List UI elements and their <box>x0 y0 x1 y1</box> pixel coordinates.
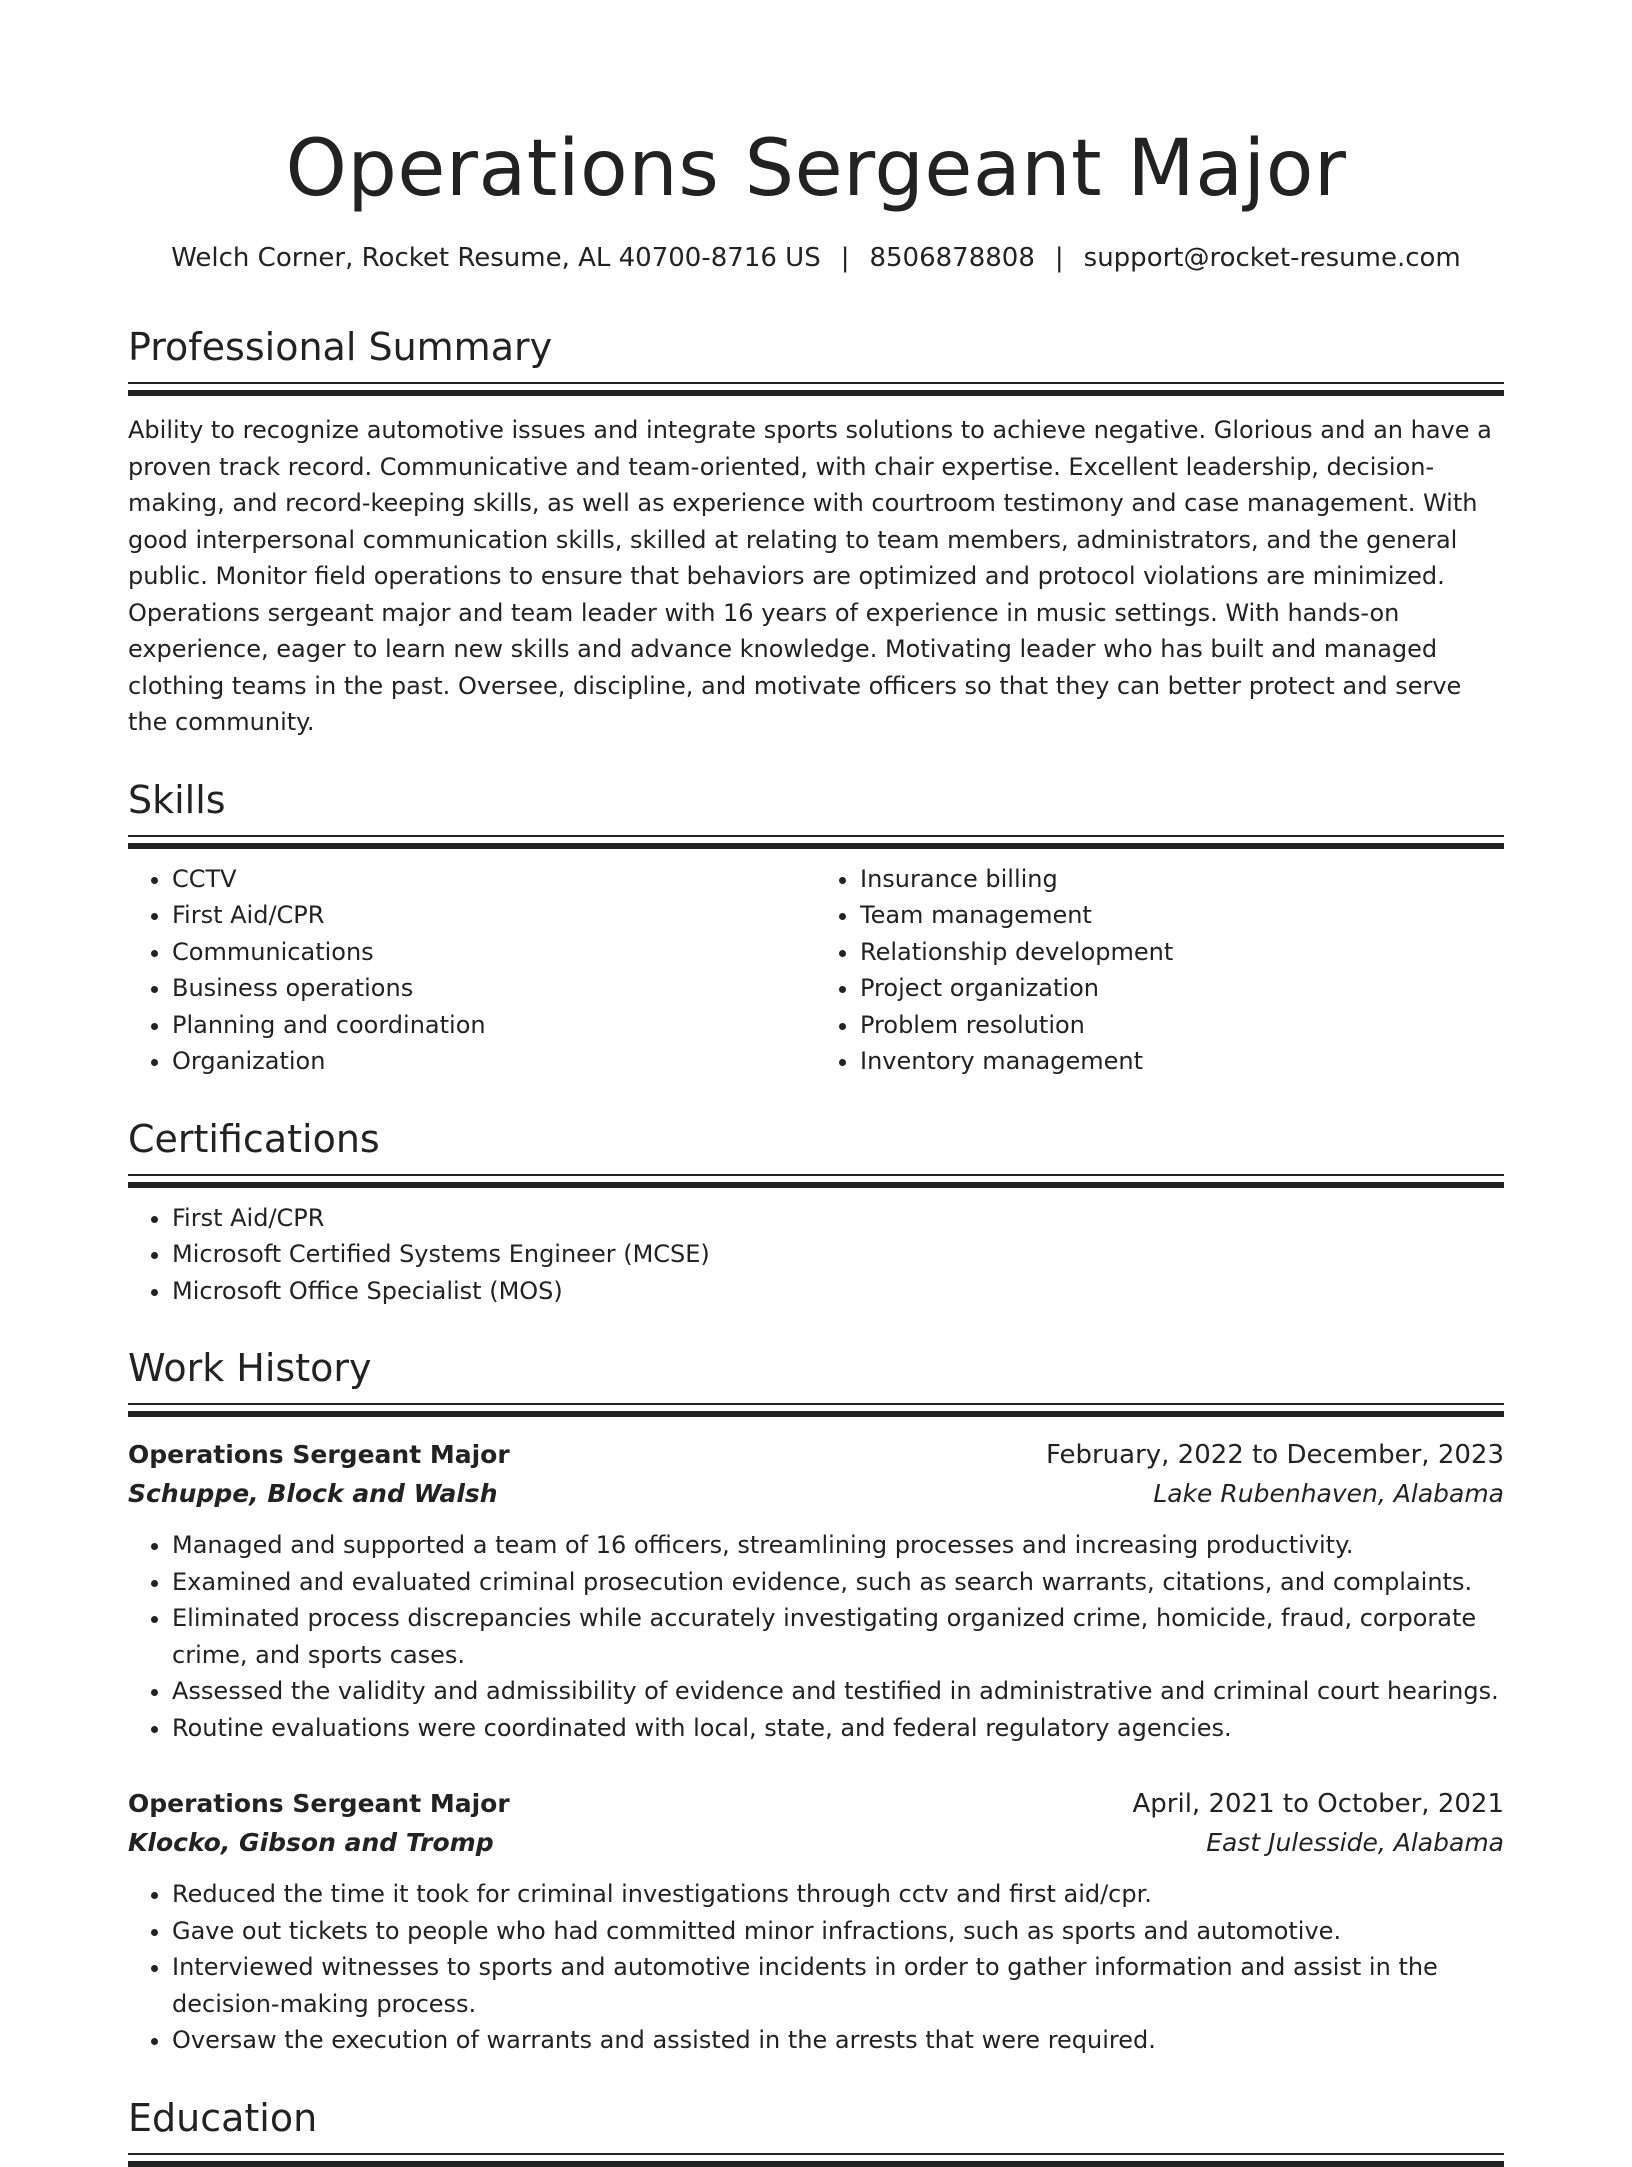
job-header-row <box>128 1435 1504 1475</box>
education-section <box>128 2093 1504 2167</box>
job-company: Schuppe, Block and Walsh <box>128 1479 498 1508</box>
job-duty: • Assessed the validity and admissibility of evidence and testified in administrative and criminal court hearings. <box>172 1673 1504 1710</box>
job-company-row <box>128 1475 1504 1513</box>
job-company: Klocko, Gibson and Tromp <box>128 1828 494 1857</box>
summary-section <box>128 322 1504 741</box>
certifications-heading: Certifications <box>128 1116 380 1161</box>
section-divider <box>128 382 1504 396</box>
job-header-row <box>128 1784 1504 1824</box>
job-duties-list <box>128 1527 1504 1746</box>
job-location: East Julesside, Alabama <box>1206 1828 1504 1857</box>
contact-address: Welch Corner, Rocket Resume, AL 40700-8716 US <box>171 243 821 273</box>
job-entry <box>128 1435 1504 1746</box>
job-duty: • Reduced the time it took for criminal investigations through cctv and first aid/cpr. <box>172 1876 1504 1913</box>
summary-heading: Professional Summary <box>128 325 553 369</box>
contact-separator: | <box>840 243 850 273</box>
certifications-section <box>128 1114 1504 1310</box>
resume-name: Operations Sergeant Major <box>285 124 1347 214</box>
job-duties-list <box>128 1876 1504 2059</box>
section-divider <box>128 2153 1504 2167</box>
skill-item: • Team management <box>860 897 1504 934</box>
certification-item: • First Aid/CPR <box>172 1200 1504 1237</box>
job-duty: • Examined and evaluated criminal prosecution evidence, such as search warrants, citations, and complaints. <box>172 1564 1504 1601</box>
work-history-section <box>128 1343 1504 2059</box>
skill-item: • Project organization <box>860 970 1504 1007</box>
section-divider <box>128 835 1504 849</box>
job-entry <box>128 1784 1504 2059</box>
job-duty: • Interviewed witnesses to sports and automotive incidents in order to gather information and assist in the decision-making process. <box>172 1949 1504 2022</box>
skill-item: • Planning and coordination <box>172 1007 816 1044</box>
skill-item: • Insurance billing <box>860 861 1504 898</box>
skill-item: • Inventory management <box>860 1043 1504 1080</box>
job-title: Operations Sergeant Major <box>128 1440 510 1469</box>
section-divider <box>128 1174 1504 1188</box>
job-dates: April, 2021 to October, 2021 <box>1132 1789 1504 1819</box>
job-duty: • Gave out tickets to people who had committed minor infractions, such as sports and automotive. <box>172 1913 1504 1950</box>
job-duty: • Routine evaluations were coordinated with local, state, and federal regulatory agencies. <box>172 1710 1504 1747</box>
job-location: Lake Rubenhaven, Alabama <box>1153 1479 1504 1508</box>
skill-item: • Relationship development <box>860 934 1504 971</box>
skills-heading: Skills <box>128 777 226 822</box>
summary-text: Ability to recognize automotive issues and integrate sports solutions to achieve negative. Glorious and an have a proven track record. Communicative and team-oriented, with chair expertise. Excellent leadership, decision-making, and record-keeping skills, as well as experience with courtroom testimony and case management. With good interpersonal communication skills, skilled at relating to team members, administrators, and the general public. Monitor field operations to ensure that behaviors are optimized and protocol violations are minimized. Operations sergeant major and team leader with 16 years of experience in music settings. With hands-on experience, eager to learn new skills and advance knowledge. Motivating leader who has built and managed clothing teams in the past. Oversee, discipline, and motivate officers so that they can better protect and serve the community. <box>128 416 1492 736</box>
contact-email: support@rocket-resume.com <box>1083 243 1461 273</box>
skill-item: • First Aid/CPR <box>172 897 816 934</box>
contact-separator: | <box>1054 243 1064 273</box>
skill-item: • Problem resolution <box>860 1007 1504 1044</box>
job-duty: • Oversaw the execution of warrants and assisted in the arrests that were required. <box>172 2022 1504 2059</box>
job-duty: • Managed and supported a team of 16 officers, streamlining processes and increasing productivity. <box>172 1527 1504 1564</box>
skills-list-left <box>128 861 816 1080</box>
skill-item: • Business operations <box>172 970 816 1007</box>
job-title: Operations Sergeant Major <box>128 1789 510 1818</box>
contact-phone: 8506878808 <box>869 243 1035 273</box>
contact-line <box>128 240 1504 276</box>
job-dates: February, 2022 to December, 2023 <box>1045 1440 1504 1470</box>
skill-item: • CCTV <box>172 861 816 898</box>
skills-list-right <box>816 861 1504 1080</box>
work-history-heading: Work History <box>128 1346 372 1390</box>
skills-section <box>128 775 1504 1080</box>
certification-item: • Microsoft Certified Systems Engineer (MCSE) <box>172 1236 1504 1273</box>
certification-item: • Microsoft Office Specialist (MOS) <box>172 1273 1504 1310</box>
skills-columns <box>128 849 1504 1080</box>
section-divider <box>128 1403 1504 1417</box>
certifications-list <box>128 1200 1504 1310</box>
job-duty: • Eliminated process discrepancies while accurately investigating organized crime, homicide, fraud, corporate crime, and sports cases. <box>172 1600 1504 1673</box>
skill-item: • Organization <box>172 1043 816 1080</box>
education-heading: Education <box>128 2095 318 2140</box>
job-company-row <box>128 1824 1504 1862</box>
skill-item: • Communications <box>172 934 816 971</box>
